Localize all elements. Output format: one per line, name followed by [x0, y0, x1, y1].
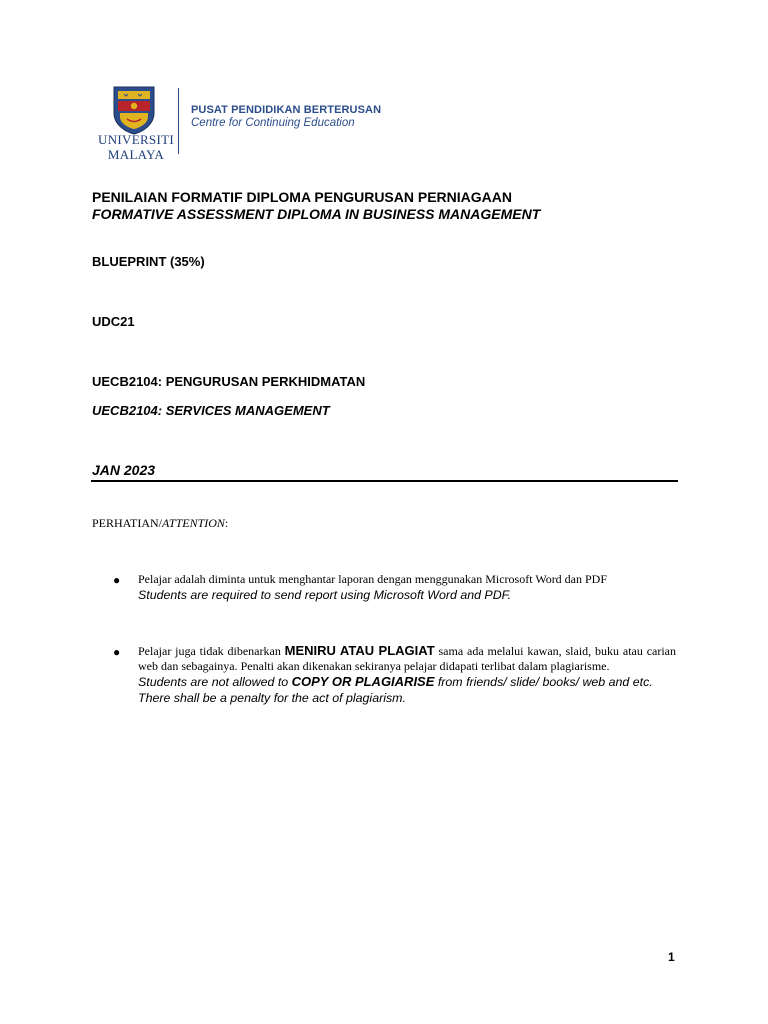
university-name-line2: MALAYA	[107, 147, 165, 162]
bullet-icon: ●	[113, 645, 121, 659]
list-item-text-english: Students are required to send report using Microsoft Word and PDF.	[138, 588, 512, 602]
attention-label-english: ATTENTION	[162, 516, 225, 530]
list-item-text-malay	[138, 643, 676, 674]
institution-name-en: Centre for Continuing Education	[191, 117, 355, 129]
list-item-text-english	[138, 674, 676, 690]
header-divider	[178, 88, 179, 154]
course-title-english: UECB2104: SERVICES MANAGEMENT	[92, 403, 330, 418]
text-run: from friends/ slide/ books/ web and etc.	[434, 675, 653, 689]
emphasis-text: MENIRU ATAU PLAGIAT	[284, 643, 435, 658]
blueprint-label: BLUEPRINT (35%)	[92, 254, 205, 269]
program-code: UDC21	[92, 314, 135, 329]
text-run: sama ada melalui kawan, slaid, buku atau carian web dan sebagainya. Penalti akan dikenakan sekiranya pelajar didapati terlibat dalam plagiarisme.	[138, 644, 677, 673]
document-title-malay: PENILAIAN FORMATIF DIPLOMA PENGURUSAN PERNIAGAAN	[92, 189, 512, 205]
university-crest-icon	[112, 85, 156, 135]
university-logo	[96, 85, 178, 165]
text-run: Students are not allowed to	[138, 675, 292, 689]
university-name-line1: UNIVERSITI	[98, 132, 174, 147]
attention-colon: :	[224, 516, 229, 530]
document-date: JAN 2023	[92, 462, 156, 478]
list-item-text-english-line2: There shall be a penalty for the act of plagiarism.	[138, 691, 406, 705]
course-title-malay: UECB2104: PENGURUSAN PERKHIDMATAN	[92, 374, 366, 389]
date-underline	[91, 480, 678, 482]
bullet-icon: ●	[113, 573, 121, 587]
attention-label-malay: PERHATIAN/	[92, 516, 163, 530]
list-item-text-malay: Pelajar adalah diminta untuk menghantar laporan dengan menggunakan Microsoft Word dan PDF	[138, 572, 608, 586]
list-item	[138, 572, 676, 603]
text-run: Pelajar juga tidak dibenarkan	[138, 644, 285, 658]
emphasis-text: COPY OR PLAGIARISE	[291, 674, 435, 689]
list-item	[138, 643, 676, 706]
attention-heading	[92, 516, 228, 531]
document-title-english: FORMATIVE ASSESSMENT DIPLOMA IN BUSINESS MANAGEMENT	[92, 206, 541, 222]
page-number: 1	[668, 950, 675, 964]
institution-name: PUSAT PENDIDIKAN BERTERUSAN	[191, 104, 382, 116]
